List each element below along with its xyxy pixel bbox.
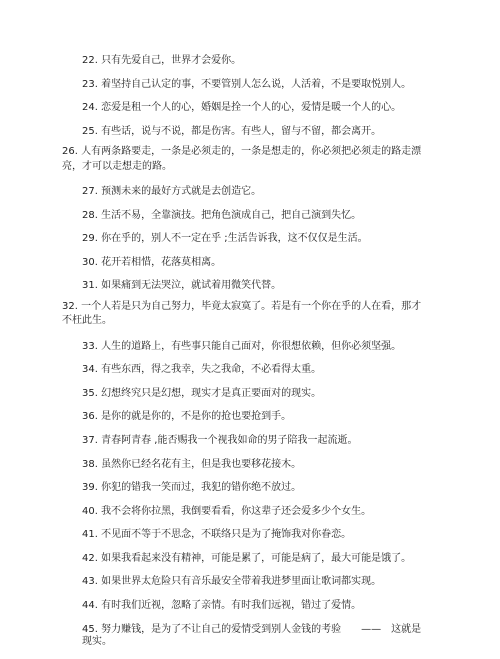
list-item: 44. 有时我们近视，忽略了亲情。有时我们远视，错过了爱情。 [82,600,362,612]
list-item: 33. 人生的道路上，有些事只能自己面对，你很想依赖，但你必须坚强。 [82,340,402,352]
list-item: 23. 着坚持自己认定的事，不要管别人怎么说，人活着，不是要取悦别人。 [82,78,412,90]
list-item: 43. 如果世界太危险只有音乐最安全带着我进梦里面让歌词都实现。 [82,576,382,588]
list-item: 42. 如果我看起来没有精神，可能是累了，可能是病了，最大可能是饿了。 [82,552,412,564]
list-item: 39. 你犯的错我一笑而过，我犯的错你绝不放过。 [82,482,302,494]
list-item: 29. 你在乎的，别人不一定在乎 ;生活告诉我，这不仅仅是生活。 [82,233,368,245]
list-item: 31. 如果痛到无法哭泣，就试着用微笑代替。 [82,280,282,292]
list-item: 26. 人有两条路要走，一条是必须走的，一条是想走的，你必须把必须走的路走漂亮，才可以走想走的路。 [62,146,422,172]
list-item: 25. 有些话，说与不说，都是伤害。有些人，留与不留，都会离开。 [82,125,382,137]
list-item: 40. 我不会将你拉黑，我倒要看看，你这辈子还会爱多少个女生。 [82,505,372,517]
list-item: 38. 虽然你已经名花有主，但是我也要移花接木。 [82,458,302,470]
list-item: 35. 幻想终究只是幻想，现实才是真正要面对的现实。 [82,387,322,399]
list-item: 32. 一个人若是只为自己努力，毕竟太寂寞了。若是有一个你在乎的人在看，那才不枉此生。 [62,300,422,327]
quote-list [62,55,422,659]
list-item: 22. 只有先爱自己，世界才会爱你。 [82,55,242,66]
list-item: 45. 努力赚钱，是为了不让自己的爱情受到别人金钱的考验 —— 这就是现实。 [82,623,422,647]
list-item: 34. 有些东西，得之我幸，失之我命，不必看得太重。 [82,364,322,376]
list-item: 36. 是你的就是你的，不是你的抢也要抢到手。 [82,411,292,423]
list-item: 37. 青春阿青春 ,能否赐我一个视我如命的男子陪我一起流逝。 [82,434,358,446]
list-item: 27. 预测未来的最好方式就是去创造它。 [82,185,262,197]
list-item: 24. 恋爱是租一个人的心，婚姻是拴一个人的心，爱情是暖一个人的心。 [82,102,402,114]
list-item: 30. 花开若相惜，花落莫相离。 [82,256,222,268]
list-item: 28. 生活不易，全靠演技。把角色演成自己，把自己演到失忆。 [82,209,362,221]
list-item: 41. 不见面不等于不思念，不联络只是为了掩饰我对你眷恋。 [82,529,352,541]
